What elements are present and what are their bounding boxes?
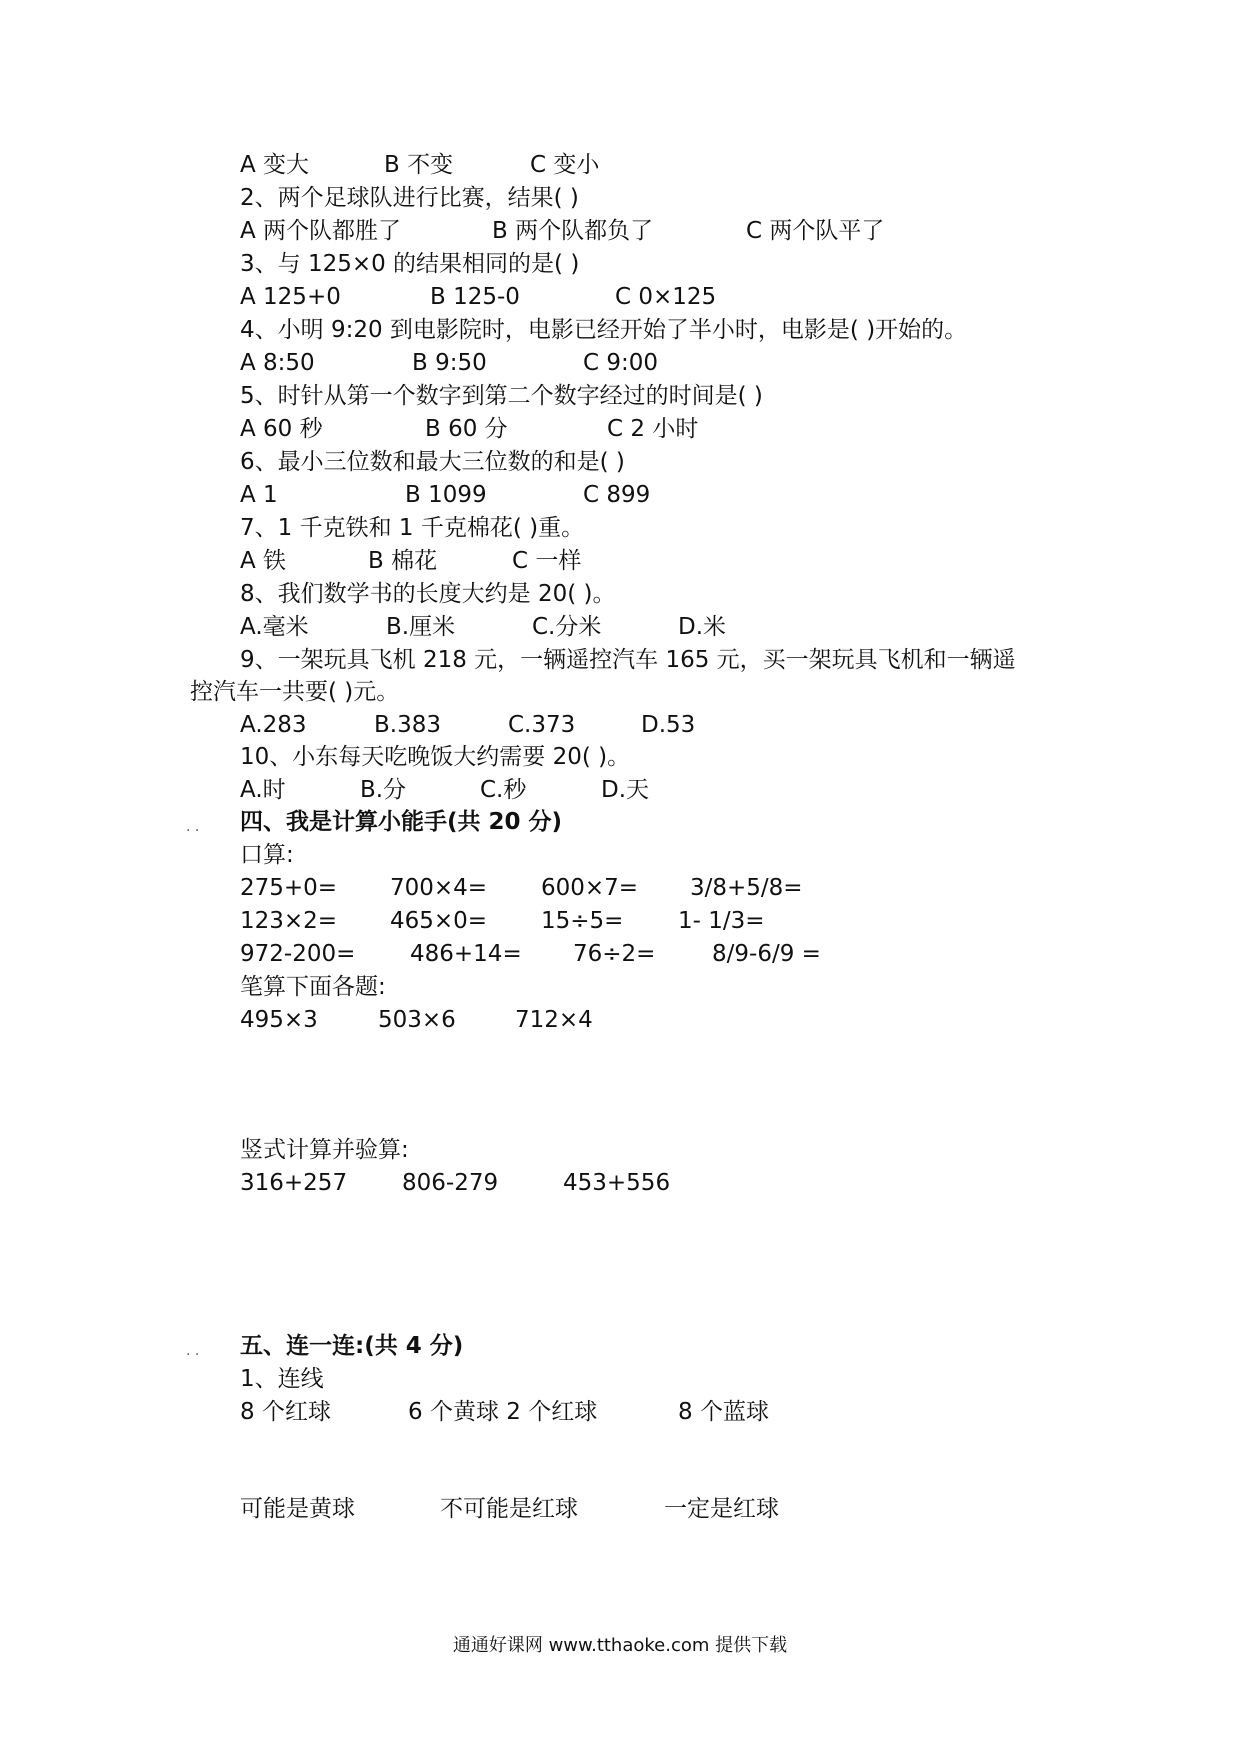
q2-option-a: A 两个队都胜了 — [240, 218, 402, 244]
q3-option-a: A 125+0 — [240, 284, 341, 310]
oral-calc-label: 口算: — [240, 842, 294, 868]
q10-option-b: B.分 — [360, 777, 407, 803]
vertical-item: 316+257 — [240, 1170, 348, 1196]
question-7: 7、1 千克铁和 1 千克棉花( )重。 — [240, 515, 585, 541]
question-9-cont: 控汽车一共要( )元。 — [190, 679, 400, 705]
q9-option-c: C.373 — [508, 712, 576, 738]
matching-bottom-item: 可能是黄球 — [240, 1496, 355, 1522]
question-8: 8、我们数学书的长度大约是 20( )。 — [240, 581, 616, 607]
oral-item: 700×4= — [390, 875, 488, 901]
oral-item: 275+0= — [240, 875, 338, 901]
oral-item: 123×2= — [240, 908, 338, 934]
written-calc-label: 笔算下面各题: — [240, 974, 386, 1000]
q7-option-c: C 一样 — [512, 548, 582, 574]
section-5-title: 五、连一连:(共 4 分) — [240, 1333, 464, 1359]
q10-option-d: D.天 — [601, 777, 650, 803]
oral-item: 1- 1/3= — [678, 908, 765, 934]
matching-bottom-item: 不可能是红球 — [440, 1496, 578, 1522]
page-footer: 通通好课网 www.tthaoke.com 提供下载 — [452, 1635, 788, 1656]
q3-option-c: C 0×125 — [615, 284, 717, 310]
q9-option-a: A.283 — [240, 712, 307, 738]
q10-option-c: C.秒 — [480, 777, 527, 803]
q4-option-c: C 9:00 — [583, 350, 659, 376]
q9-option-d: D.53 — [641, 712, 696, 738]
matching-top-item: 8 个蓝球 — [678, 1399, 769, 1425]
written-item: 503×6 — [378, 1007, 456, 1033]
oral-item: 76÷2= — [573, 941, 656, 967]
oral-item: 972-200= — [240, 941, 356, 967]
q6-option-a: A 1 — [240, 482, 278, 508]
q5-option-c: C 2 小时 — [607, 416, 699, 442]
written-item: 495×3 — [240, 1007, 318, 1033]
matching-bottom-item: 一定是红球 — [664, 1496, 779, 1522]
q8-option-d: D.米 — [678, 614, 727, 640]
vertical-calc-label: 竖式计算并验算: — [240, 1137, 409, 1163]
oral-item: 15÷5= — [541, 908, 624, 934]
oral-item: 600×7= — [541, 875, 639, 901]
q5-option-a: A 60 秒 — [240, 416, 323, 442]
matching-top-item: 6 个黄球 2 个红球 — [408, 1399, 598, 1425]
matching-subtitle: 1、连线 — [240, 1366, 324, 1392]
question-10: 10、小东每天吃晚饭大约需要 20( )。 — [240, 744, 631, 770]
q1-option-a: A 变大 — [240, 152, 310, 178]
q8-option-c: C.分米 — [532, 614, 602, 640]
q2-option-c: C 两个队平了 — [746, 218, 885, 244]
q8-option-b: B.厘米 — [386, 614, 456, 640]
oral-item: 486+14= — [410, 941, 522, 967]
q7-option-a: A 铁 — [240, 548, 287, 574]
q9-option-b: B.383 — [374, 712, 441, 738]
question-6: 6、最小三位数和最大三位数的和是( ) — [240, 449, 625, 475]
matching-top-item: 8 个红球 — [240, 1399, 331, 1425]
q1-option-b: B 不变 — [384, 152, 454, 178]
question-4: 4、小明 9:20 到电影院时，电影已经开始了半小时，电影是( )开始的。 — [240, 317, 968, 343]
written-item: 712×4 — [515, 1007, 593, 1033]
oral-item: 3/8+5/8= — [690, 875, 803, 901]
question-5: 5、时针从第一个数字到第二个数字经过的时间是( ) — [240, 383, 763, 409]
margin-mark: · · — [186, 1347, 200, 1363]
section-4-title: 四、我是计算小能手(共 20 分) — [240, 809, 563, 835]
oral-item: 465×0= — [390, 908, 488, 934]
q1-option-c: C 变小 — [530, 152, 600, 178]
q7-option-b: B 棉花 — [368, 548, 438, 574]
q10-option-a: A.时 — [240, 777, 286, 803]
q8-option-a: A.毫米 — [240, 614, 309, 640]
question-3: 3、与 125×0 的结果相同的是( ) — [240, 251, 580, 277]
oral-item: 8/9-6/9 = — [712, 941, 821, 967]
q2-option-b: B 两个队都负了 — [492, 218, 654, 244]
vertical-item: 806-279 — [402, 1170, 499, 1196]
q3-option-b: B 125-0 — [430, 284, 520, 310]
q4-option-b: B 9:50 — [412, 350, 487, 376]
question-2: 2、两个足球队进行比赛，结果( ) — [240, 185, 579, 211]
q5-option-b: B 60 分 — [425, 416, 508, 442]
margin-mark: · · — [186, 823, 200, 839]
q4-option-a: A 8:50 — [240, 350, 315, 376]
vertical-item: 453+556 — [563, 1170, 671, 1196]
question-9: 9、一架玩具飞机 218 元，一辆遥控汽车 165 元，买一架玩具飞机和一辆遥 — [240, 647, 1016, 673]
q6-option-b: B 1099 — [405, 482, 487, 508]
q6-option-c: C 899 — [583, 482, 651, 508]
